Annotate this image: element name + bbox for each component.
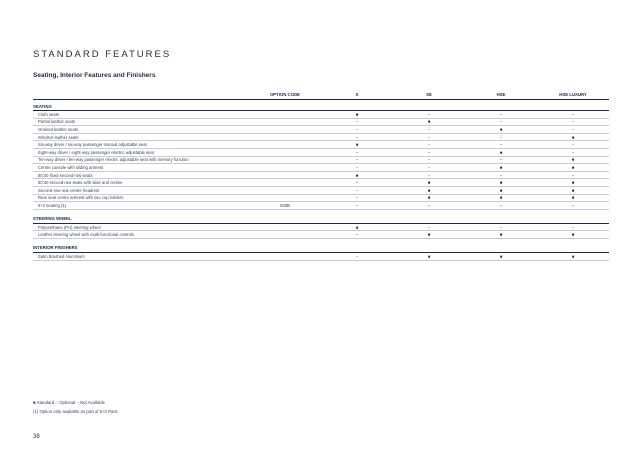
option-code-cell (249, 194, 321, 202)
availability-hse-luxury: ■ (537, 194, 609, 202)
option-code-cell (249, 186, 321, 194)
availability-hse: ■ (465, 148, 537, 156)
availability-hse: ■ (465, 186, 537, 194)
availability-se: ○ (393, 202, 465, 210)
option-code-cell (249, 141, 321, 149)
availability-hse: – (465, 111, 537, 119)
availability-hse: – (465, 141, 537, 149)
option-code-cell (249, 179, 321, 187)
availability-s: – (321, 118, 393, 126)
feature-label: Rear seat centre armrest with two cup holders (33, 194, 249, 202)
availability-hse-luxury: – (537, 126, 609, 134)
availability-s: ■ (321, 223, 393, 231)
table-row (33, 179, 609, 187)
feature-label: Ten-way driver / ten-way passenger electric adjustable seat with memory function (33, 156, 249, 164)
table-row (33, 133, 609, 141)
table-row (33, 202, 609, 210)
availability-hse: ■ (465, 194, 537, 202)
availability-se: – (393, 111, 465, 119)
availability-s: – (321, 202, 393, 210)
header-s: S (321, 90, 393, 100)
availability-hse: – (465, 156, 537, 164)
availability-hse-luxury: ■ (537, 156, 609, 164)
feature-label: Second-row rear centre headrest (33, 186, 249, 194)
option-code-cell (249, 223, 321, 231)
page-title: STANDARD FEATURES (33, 49, 172, 60)
availability-s: – (321, 148, 393, 156)
availability-se: – (393, 223, 465, 231)
table-row (33, 186, 609, 194)
availability-s: ■ (321, 141, 393, 149)
section-title: SEATING (33, 100, 609, 111)
table-row (33, 156, 609, 164)
option-code-cell (249, 118, 321, 126)
availability-se: ■ (393, 252, 465, 260)
availability-s: – (321, 156, 393, 164)
feature-label: Partial leather seats (33, 118, 249, 126)
feature-label: Satin Brushed Aluminium (33, 252, 249, 260)
features-table (33, 90, 609, 261)
feature-label: Grained leather seats (33, 126, 249, 134)
availability-se: ■ (393, 179, 465, 187)
header-hse-luxury: HSE LUXURY (537, 90, 609, 100)
availability-se: – (393, 164, 465, 172)
table-header-row (33, 90, 609, 100)
option-code-cell (249, 231, 321, 239)
section-header-row (33, 213, 609, 224)
availability-s: – (321, 194, 393, 202)
option-code-cell (249, 133, 321, 141)
feature-label: Cloth seats (33, 111, 249, 119)
availability-s: – (321, 186, 393, 194)
availability-hse-luxury: – (537, 141, 609, 149)
table-row (33, 126, 609, 134)
availability-se: – (393, 126, 465, 134)
availability-s: – (321, 252, 393, 260)
availability-s: – (321, 179, 393, 187)
availability-hse: ■ (465, 252, 537, 260)
availability-hse-luxury: ■ (537, 252, 609, 260)
availability-s: – (321, 126, 393, 134)
feature-label: Polyurethane (PU) steering wheel (33, 223, 249, 231)
availability-hse: – (465, 133, 537, 141)
table-row (33, 252, 609, 260)
section-subtitle: Seating, Interior Features and Finishers (33, 72, 156, 79)
availability-hse: ■ (465, 126, 537, 134)
availability-s: – (321, 133, 393, 141)
availability-s: ■ (321, 171, 393, 179)
availability-hse-luxury: – (537, 148, 609, 156)
availability-se: – (393, 133, 465, 141)
header-se: SE (393, 90, 465, 100)
availability-hse-luxury: – (537, 223, 609, 231)
availability-hse: ■ (465, 231, 537, 239)
table-body (33, 100, 609, 261)
option-code-cell (249, 148, 321, 156)
section-header-row (33, 100, 609, 111)
table-row (33, 148, 609, 156)
header-option-code: OPTION CODE (249, 90, 321, 100)
availability-hse-luxury: – (537, 118, 609, 126)
availability-hse-luxury: ■ (537, 179, 609, 187)
availability-se: ■ (393, 118, 465, 126)
feature-label: 5+2 seating (1) (33, 202, 249, 210)
availability-hse-luxury: ○ (537, 202, 609, 210)
availability-se: – (393, 141, 465, 149)
availability-se: – (393, 156, 465, 164)
availability-s: – (321, 164, 393, 172)
availability-hse: ■ (465, 179, 537, 187)
feature-label: Eight-way driver / eight-way passenger electric adjustable seat (33, 148, 249, 156)
option-code-cell (249, 126, 321, 134)
availability-se: – (393, 171, 465, 179)
legend: ■ Standard ○ Optional – Not Available (33, 400, 105, 405)
table-row (33, 171, 609, 179)
option-code-cell: 033B (249, 202, 321, 210)
feature-label: Six-way driver / six-way passenger manual adjustable seat (33, 141, 249, 149)
table-row (33, 194, 609, 202)
option-code-cell (249, 171, 321, 179)
table-row (33, 231, 609, 239)
availability-se: ■ (393, 194, 465, 202)
option-code-cell (249, 156, 321, 164)
section-title: INTERIOR FINISHERS (33, 242, 609, 253)
availability-hse: ○ (465, 202, 537, 210)
page-number: 38 (33, 434, 40, 440)
availability-se: ■ (393, 231, 465, 239)
availability-s: – (321, 231, 393, 239)
availability-hse: – (465, 223, 537, 231)
feature-label: 60:40 fixed second-row seats (33, 171, 249, 179)
option-code-cell (249, 111, 321, 119)
feature-label: Centre console with sliding armrest (33, 164, 249, 172)
availability-s: ■ (321, 111, 393, 119)
availability-hse-luxury: – (537, 171, 609, 179)
availability-hse: ■ (465, 164, 537, 172)
table-row (33, 111, 609, 119)
section-title: STEERING WHEEL (33, 213, 609, 224)
feature-label: Windsor leather seats (33, 133, 249, 141)
header-feature (33, 90, 249, 100)
availability-hse-luxury: – (537, 111, 609, 119)
table-row (33, 141, 609, 149)
header-hse: HSE (465, 90, 537, 100)
availability-hse-luxury: ■ (537, 133, 609, 141)
availability-hse: – (465, 118, 537, 126)
availability-se: – (393, 148, 465, 156)
table-row (33, 223, 609, 231)
feature-label: Leather steering wheel with multi-functional controls (33, 231, 249, 239)
table-row (33, 164, 609, 172)
availability-se: ■ (393, 186, 465, 194)
availability-hse-luxury: ■ (537, 231, 609, 239)
option-code-cell (249, 252, 321, 260)
feature-label: 60:40 second-row seats with slide and recline (33, 179, 249, 187)
section-header-row (33, 242, 609, 253)
footnote: (1) Option only available as part of 5+2 Pack. (33, 409, 119, 414)
option-code-cell (249, 164, 321, 172)
table-row (33, 118, 609, 126)
availability-hse: – (465, 171, 537, 179)
availability-hse-luxury: ■ (537, 186, 609, 194)
availability-hse-luxury: ■ (537, 164, 609, 172)
